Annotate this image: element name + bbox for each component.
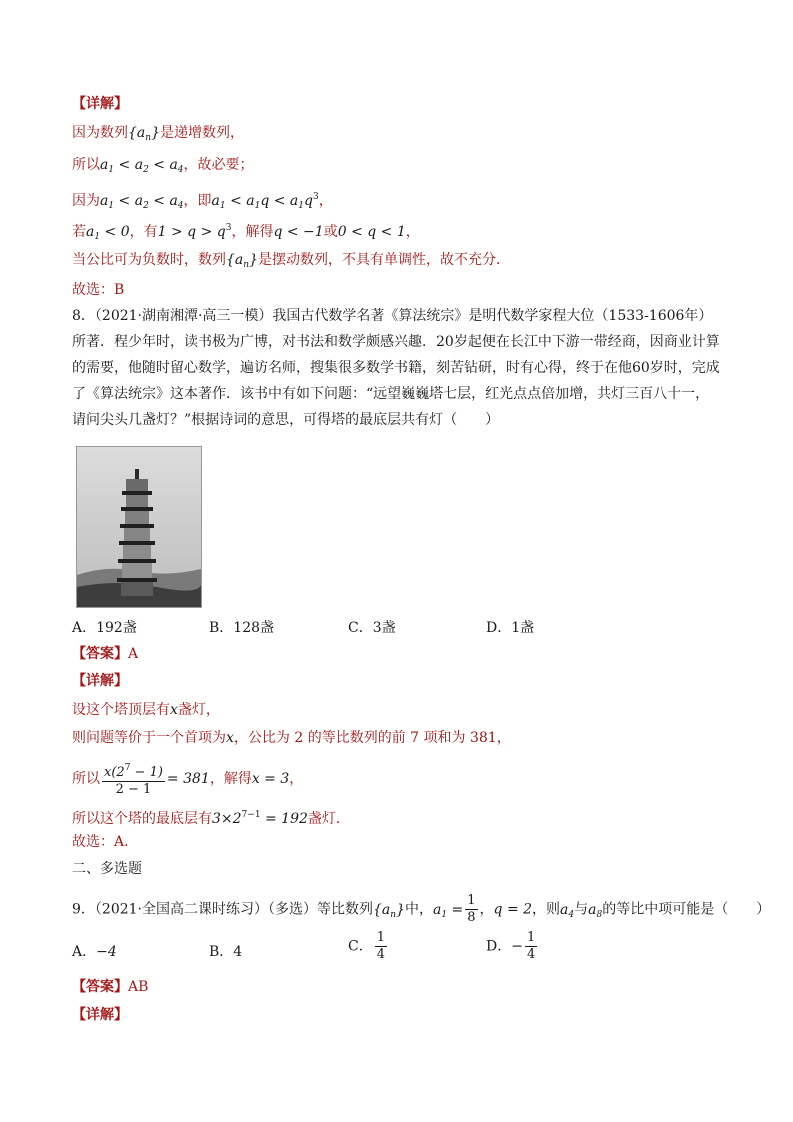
q9-option-b: B．4 [209,944,243,960]
q9-option-a: A．−4 [72,944,117,960]
pagoda-image [76,446,202,608]
q9-option-d: D．− $\frac{1}{4}$ [486,930,536,962]
question-9-stem: 9．（2021·全国高二课时练习）（多选）等比数列$\{a_n\}$中，$a_1$ = $\frac{1}{8}$ ，q = 2，则$a_4$与$a_8$的等比中项可能是（ ） [72,893,771,925]
section-heading: 二、多选题 [72,861,142,877]
q9-option-c: C． $\frac{1}{4}$ [348,930,385,962]
option-a: A．192盏 [72,620,137,636]
detail-label-3: 【详解】 [72,1007,128,1023]
q8-solution-2: 则问题等价于一个首项为x，公比为 2 的等比数列的前 7 项和为 381， [72,730,511,746]
choice-b: 故选：B [72,282,125,298]
question-8-text: 8．（2021·湖南湘潭·高三一模）我国古代数学名著《算法统宗》是明代数学家程大位（1533-1606年）所著．程少年时，读书极为广博，对书法和数学颇感兴趣．20岁起便在长江中下游一带经商，因商业计算的需要，他随时留心数学，遍访名师，搜集很多数学书籍，刻苦钻研，时有心得，终于在他60岁时，完成了《算法统宗》这本著作．该书中有如下问题：“远望巍巍塔七层，红光点点倍加增，共灯三百八十一，请问尖头几盏灯？”根据诗词的意思，可得塔的最底层共有灯（ ） [72,308,720,428]
option-b: B．128盏 [209,620,275,636]
solution-line-1: 因为数列$\{a_n\}$是递增数列， [72,125,244,143]
detail-label-2: 【详解】 [72,673,128,689]
q8-solution-3: 所以 $\frac{x(2^7 - 1)}{2 - 1}$ = 381，解得x = 3， [72,760,303,798]
detail-label: 【详解】 [72,96,128,112]
solution-line-3: 因为$a_1 < a_2 < a_4$，即$a_1 < a_1q < a_1q^3$， [72,192,333,211]
solution-line-5: 当公比可为负数时，数列$\{a_n\}$是摆动数列，不具有单调性，故不充分． [72,252,510,270]
answer-line: 【答案】A [72,646,139,662]
q8-choice: 故选：A． [72,834,139,850]
q8-solution-1: 设这个塔顶层有x盏灯， [72,702,220,718]
option-c: C．3盏 [348,620,396,636]
option-d: D．1盏 [486,620,535,636]
q8-solution-4: 所以这个塔的最底层有$3\times 2^{7-1} = 192$盏灯． [72,810,350,827]
solution-line-4: 若$a_1 < 0$，有$1 > q > q^3$，解得q < −1或0 < q < 1， [72,223,420,242]
q9-answer-line: 【答案】AB [72,979,149,995]
solution-line-2: 所以$a_1 < a_2 < a_4$，故必要； [72,157,254,175]
